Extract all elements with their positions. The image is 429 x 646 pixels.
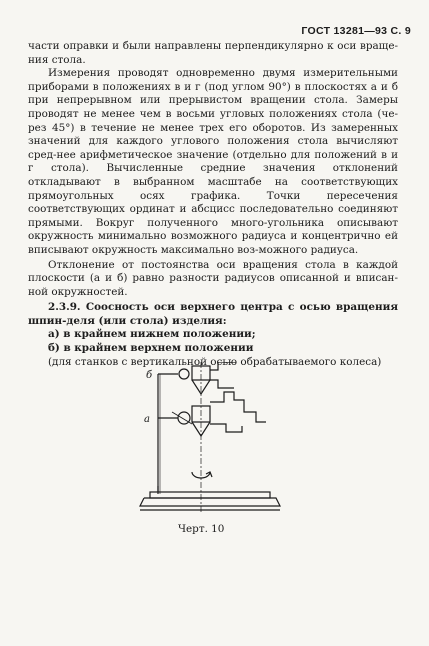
section-heading: 2.3.9. Соосность оси верхнего центра с осью вращения шпин-деля (или стола) изделия: [28, 301, 398, 327]
page-header: ГОСТ 13281—93 С. 9 [301, 25, 411, 37]
paragraph-measurement: Измерения проводят одновременно двумя измерительными приборами в положениях в и г (под углом 90°) в плоскостях а и б при непрерывном или прерывистом вращении стола. Замеры проводят не менее чем в восьми угловых положениях стола (че-рез 45°) в течение не менее трех его оборотов. Из замеренных значений для каждого углового положения стола вычисляют сред-нее арифметическое значение (отдельно для положений в и г стола). Вычисленные средние значения отклонений откладывают в выбранном масштабе на соответствующих прямоугольных осях графика. Точки пересечения соответствующих ординат и абсцисс последовательно соединяют прямыми. Вокруг полученного много-угольника описывают окружность минимально возможного радиуса и концентрично ей вписывают окружность максимально воз-можного радиуса. [28, 67, 398, 256]
figure-drawing [138, 362, 298, 527]
list-item-a: а) в крайнем нижнем положении; [48, 328, 256, 341]
label-b: б [146, 370, 153, 381]
section-note: (для станков с вертикальной осью обрабатываемого колеса) [48, 355, 382, 368]
list-item-b: б) в крайнем верхнем положении [48, 342, 254, 355]
paragraph-continuation: части оправки и были направлены перпендикулярно к оси враще-ния стола. [28, 40, 398, 66]
label-a: а [144, 414, 150, 425]
figure-caption: Черт. 10 [178, 523, 225, 535]
paragraph-deviation: Отклонение от постоянства оси вращения стола в каждой плоскости (а и б) равно разности радиусов описанной и вписан-ной окружностей. [28, 258, 398, 298]
body-text [28, 40, 398, 369]
